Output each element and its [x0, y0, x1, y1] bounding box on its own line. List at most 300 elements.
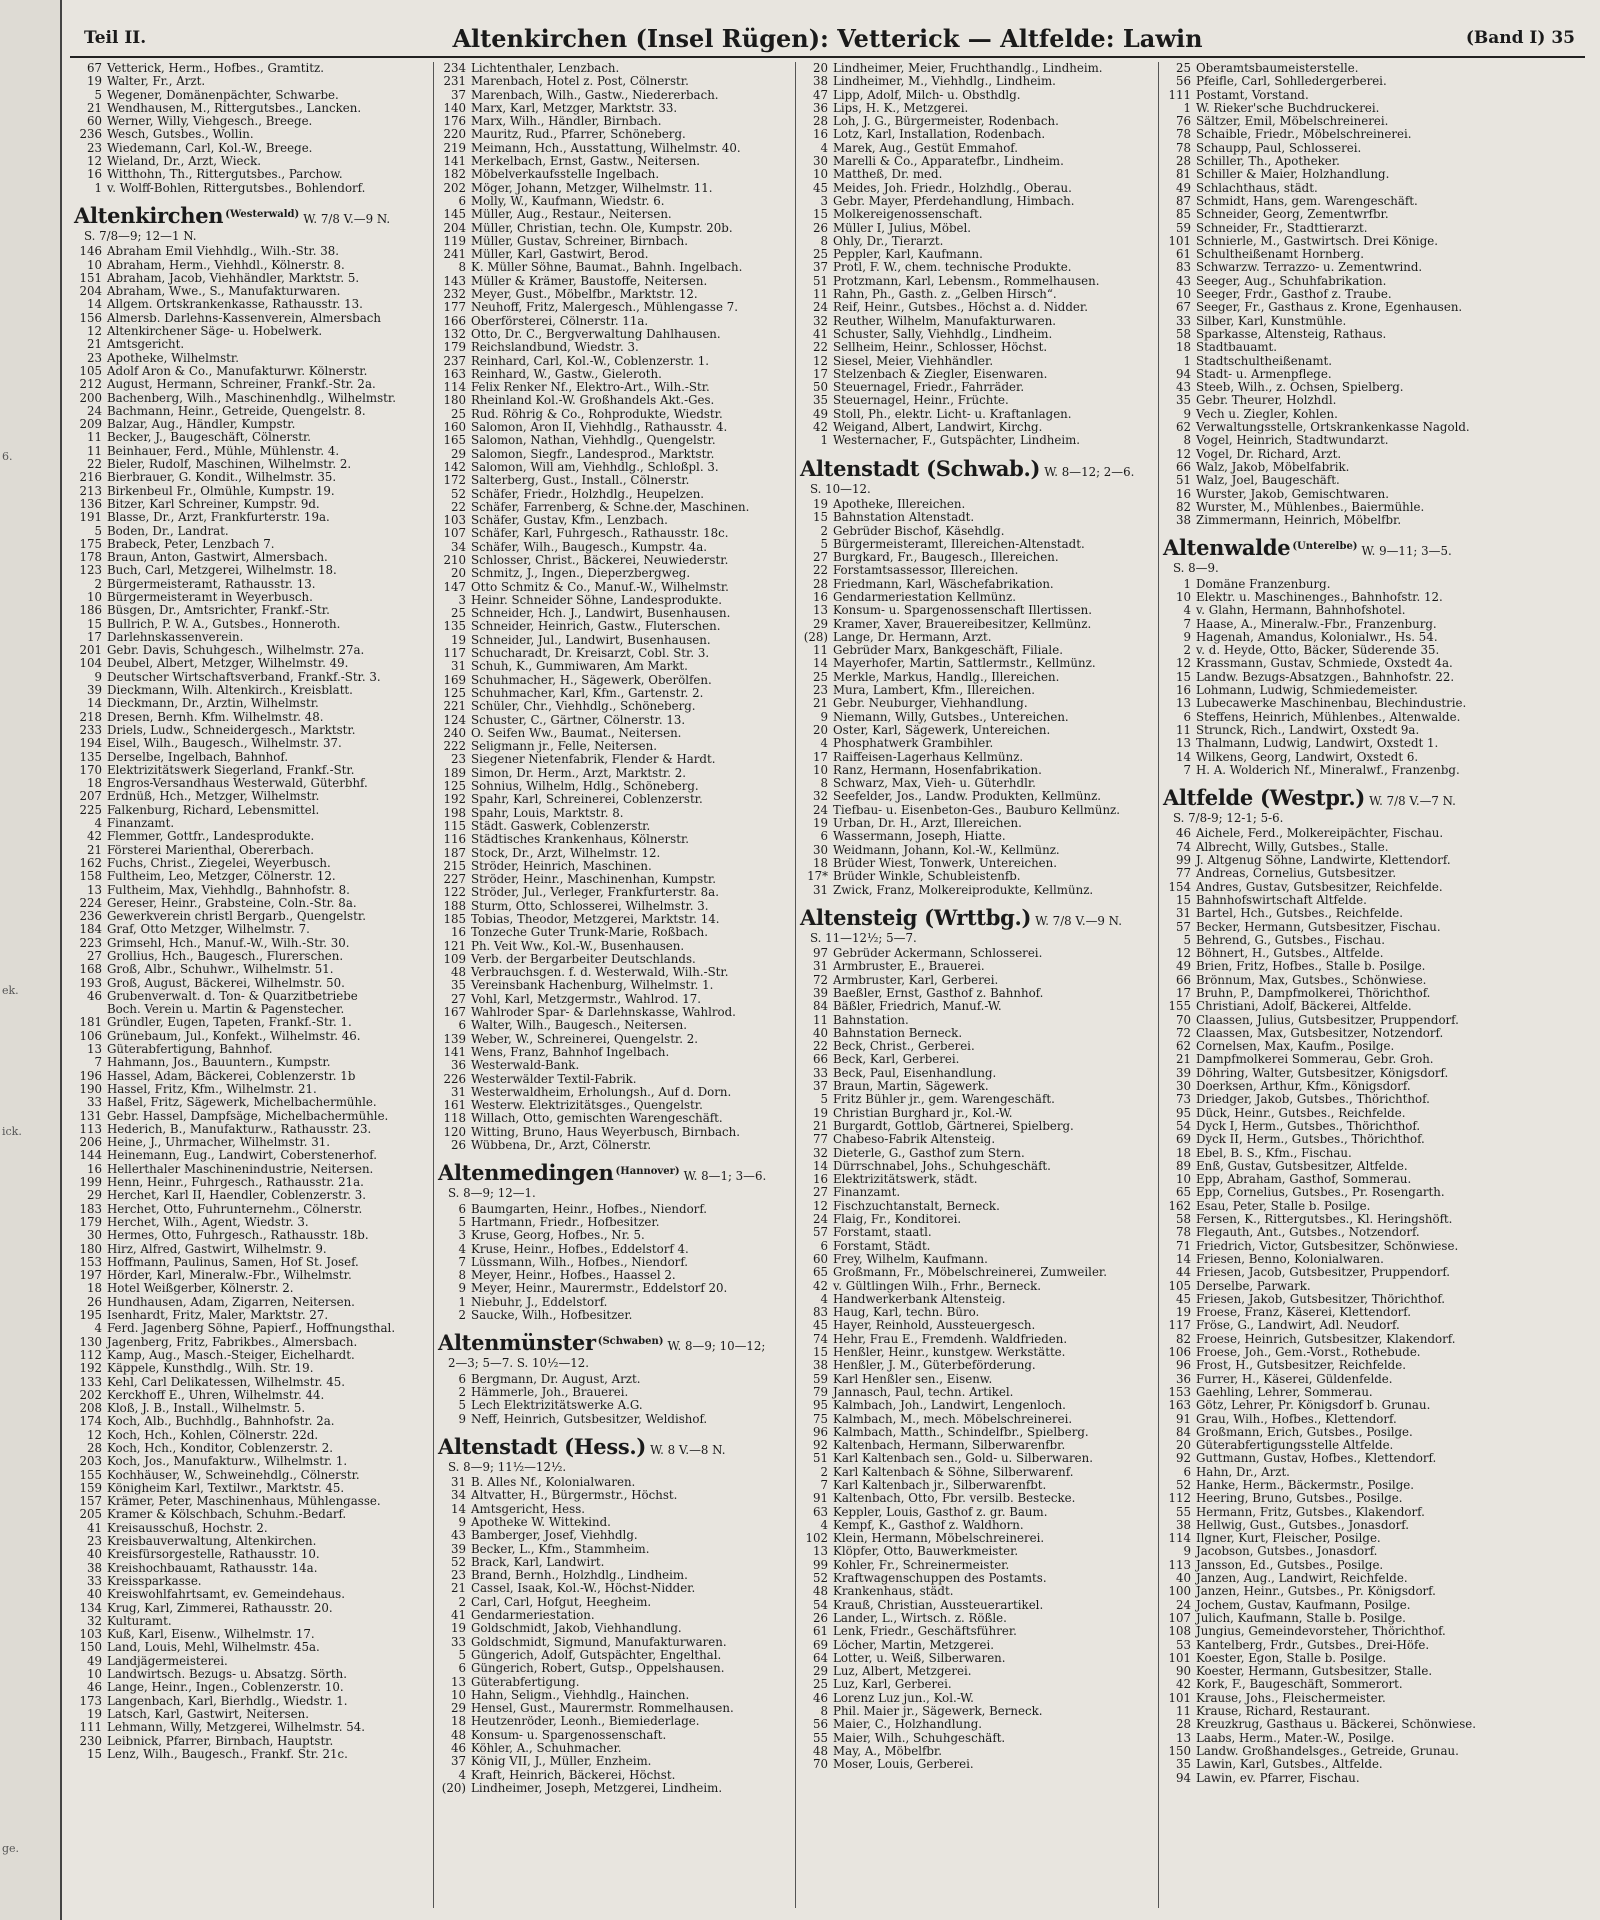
phone-number: 122 — [443, 886, 466, 900]
entry-text: Elektrizitätswerk, städt. — [833, 1173, 978, 1187]
entry-text: Sellheim, Heinr., Schlosser, Höchst. — [833, 341, 1048, 355]
phone-number: 12 — [86, 325, 102, 339]
entry-text: Groß, August, Bäckerei, Wilhelmstr. 50. — [107, 976, 345, 990]
directory-entry — [74, 950, 425, 963]
phone-number: 13 — [1175, 737, 1191, 751]
entry-text: Allgem. Ortskrankenkasse, Rathausstr. 13. — [107, 298, 363, 312]
directory-entry — [438, 1782, 788, 1795]
phone-number: 136 — [79, 497, 102, 511]
entry-text: Becker, L., Kfm., Stammheim. — [471, 1542, 650, 1556]
section-office-hours-sunday: S. 7/8-9; 12-1; 5-6. — [1173, 811, 1284, 826]
entry-text: Lenk, Friedr., Geschäftsführer. — [833, 1625, 1017, 1639]
entry-text: Kantelberg, Frdr., Gutsbes., Drei-Höfe. — [1196, 1638, 1430, 1652]
directory-entry — [438, 1596, 788, 1609]
phone-number: 79 — [812, 1385, 828, 1399]
phone-number: 21 — [86, 843, 102, 857]
directory-entry — [1163, 1147, 1585, 1160]
entry-text: Landw. Bezugs-Absatzgen., Bahnhofstr. 22. — [1196, 670, 1455, 684]
phone-number: 9 — [1183, 1545, 1191, 1559]
entry-text: Reinhard, W., Gastw., Gieleroth. — [471, 367, 662, 381]
page-title: Altenkirchen (Insel Rügen): Vetterick — Altfelde: Lawin — [452, 24, 1203, 53]
entry-text: Kulturamt. — [107, 1614, 172, 1628]
directory-entry — [438, 142, 788, 155]
directory-entry — [438, 607, 788, 620]
entry-text: Baumgarten, Heinr., Hofbes., Niendorf. — [471, 1202, 708, 1216]
entry-text: Kork, F., Baugeschäft, Sommerort. — [1196, 1678, 1403, 1692]
phone-number: 111 — [1168, 88, 1191, 102]
directory-entry — [74, 1721, 425, 1734]
entry-text: Apotheke, Illereichen. — [833, 497, 966, 511]
phone-number: 35 — [1175, 394, 1191, 408]
directory-entry — [438, 75, 788, 88]
phone-number: 10 — [1175, 288, 1191, 302]
directory-entry — [74, 977, 425, 990]
directory-entry — [438, 674, 788, 687]
entry-text: Bäßler, Friedrich, Manuf.-W. — [833, 1000, 1002, 1014]
directory-entry — [1163, 1678, 1585, 1691]
phone-number: 16 — [86, 168, 102, 182]
directory-entry — [74, 724, 425, 737]
directory-entry — [438, 1216, 788, 1229]
entry-text: Wegener, Domänenpächter, Schwarbe. — [107, 88, 339, 102]
directory-entry — [1163, 1399, 1585, 1412]
entry-text: Chabeso-Fabrik Altensteig. — [833, 1133, 996, 1147]
directory-entry — [74, 830, 425, 843]
phone-number: 11 — [812, 288, 828, 302]
directory-entry — [74, 844, 425, 857]
phone-number: 135 — [79, 750, 102, 764]
phone-number: 32 — [812, 790, 828, 804]
phone-number: 83 — [1175, 261, 1191, 275]
phone-number: 201 — [79, 644, 102, 658]
directory-entry — [438, 1622, 788, 1635]
directory-entry — [438, 248, 788, 261]
entry-text: Siesel, Meier, Viehhändler. — [833, 354, 994, 368]
directory-entry — [438, 1046, 788, 1059]
directory-entry — [800, 288, 1150, 301]
entry-text: Kaltenbach, Otto, Fbr. versilb. Bestecke. — [833, 1492, 1076, 1506]
entry-text: Verwaltungsstelle, Ortskrankenkasse Nagold. — [1196, 421, 1470, 435]
directory-entry — [74, 102, 425, 115]
directory-entry — [74, 511, 425, 524]
entry-text: Friedrich, Victor, Gutsbesitzer, Schönwiese. — [1196, 1239, 1459, 1253]
entry-text: Müller & Krämer, Baustoffe, Neitersen. — [471, 274, 708, 288]
entry-text: Kalmbach, Joh., Landwirt, Lengenloch. — [833, 1399, 1066, 1413]
entry-text: Brack, Karl, Landwirt. — [471, 1555, 605, 1569]
phone-number: 48 — [812, 1744, 828, 1758]
phone-number: 82 — [1175, 500, 1191, 514]
directory-entry — [1163, 894, 1585, 907]
section-heading — [1163, 535, 1585, 560]
directory-entry — [438, 594, 788, 607]
phone-number: 92 — [812, 1439, 828, 1453]
directory-entry — [1163, 434, 1585, 447]
phone-number: 96 — [812, 1425, 828, 1439]
phone-number: 16 — [1175, 487, 1191, 501]
directory-entry — [1163, 75, 1585, 88]
entry-text: Karl Kaltenbach jr., Silberwarenfbt. — [833, 1478, 1047, 1492]
entry-text: Brüder Wiest, Tonwerk, Untereichen. — [833, 856, 1058, 870]
phone-number: 8 — [458, 261, 466, 275]
entry-text: Meides, Joh. Friedr., Holzhdlg., Oberau. — [833, 181, 1072, 195]
entry-text: Westerw. Elektrizitätsges., Quengelstr. — [471, 1099, 703, 1113]
entry-text: Koester, Hermann, Gutsbesitzer, Stalle. — [1196, 1665, 1433, 1679]
entry-text: Krassmann, Gustav, Schmiede, Oxstedt 4a. — [1196, 657, 1453, 671]
directory-entry — [1163, 1506, 1585, 1519]
phone-number: 12 — [86, 1428, 102, 1442]
phone-number: 64 — [812, 1651, 828, 1665]
entry-text: Molly, W., Kaufmann, Wiedstr. 6. — [471, 194, 665, 208]
entry-text: Hayer, Reinhold, Aussteuergesch. — [833, 1319, 1036, 1333]
entry-text: Westernacher, F., Gutspächter, Lindheim. — [833, 434, 1081, 448]
directory-entry — [800, 724, 1150, 737]
phone-number: 176 — [443, 115, 466, 129]
directory-entry — [1163, 222, 1585, 235]
adjacent-page-edge — [0, 0, 62, 1920]
phone-number: 33 — [450, 1635, 466, 1649]
directory-entry — [74, 365, 425, 378]
phone-number: 89 — [1175, 1159, 1191, 1173]
phone-number: 17* — [807, 870, 828, 884]
phone-number: 223 — [79, 936, 102, 950]
phone-number: 19 — [450, 1622, 466, 1636]
phone-number: 21 — [812, 697, 828, 711]
phone-number: 25 — [812, 1678, 828, 1692]
entry-text: Lipp, Adolf, Milch- u. Obsthdlg. — [833, 88, 1021, 102]
directory-entry — [74, 142, 425, 155]
phone-number: 10 — [1175, 590, 1191, 604]
entry-text: Frey, Wilhelm, Kaufmann. — [833, 1252, 988, 1266]
phone-number: 4 — [94, 1322, 102, 1336]
phone-number: 23 — [450, 753, 466, 767]
entry-text: Käppele, Kunsthdlg., Wilh. Str. 19. — [107, 1362, 314, 1376]
phone-number: 25 — [812, 670, 828, 684]
entry-text: Birkenbeul Fr., Ölmühle, Kumpstr. 19. — [107, 484, 335, 498]
entry-text: Walz, Jakob, Möbelfabrik. — [1196, 460, 1350, 474]
phone-number: 25 — [812, 248, 828, 262]
entry-text: Lehmann, Willy, Metzgerei, Wilhelmstr. 54. — [107, 1721, 366, 1735]
directory-entry — [438, 315, 788, 328]
phone-number: 3 — [458, 593, 466, 607]
directory-entry — [1163, 394, 1585, 407]
directory-entry — [1163, 1200, 1585, 1213]
directory-entry — [1163, 208, 1585, 221]
directory-entry — [74, 1455, 425, 1468]
phone-number: 1 — [94, 181, 102, 195]
directory-entry — [74, 1362, 425, 1375]
directory-entry — [74, 1003, 425, 1016]
directory-entry — [74, 910, 425, 923]
entry-text: Gewerkverein christl Bergarb., Quengelstr. — [107, 910, 366, 924]
directory-entry — [74, 1136, 425, 1149]
directory-entry — [1163, 1120, 1585, 1133]
entry-text: Kerckhoff E., Uhren, Wilhelmstr. 44. — [107, 1388, 325, 1402]
phone-number: 205 — [79, 1508, 102, 1522]
directory-entry — [74, 1628, 425, 1641]
directory-page — [70, 18, 1585, 1908]
directory-entry — [800, 1266, 1150, 1279]
entry-text: Beck, Paul, Eisenhandlung. — [833, 1066, 997, 1080]
entry-text: Tobias, Theodor, Metzgerei, Marktstr. 14. — [471, 913, 720, 926]
directory-entry — [74, 657, 425, 670]
entry-text: Müller I, Julius, Möbel. — [833, 221, 972, 235]
phone-number: 163 — [443, 367, 466, 381]
entry-text: Mura, Lambert, Kfm., Illereichen. — [833, 684, 1036, 698]
phone-number: 130 — [79, 1335, 102, 1349]
directory-entry — [74, 1562, 425, 1575]
phone-number: 159 — [79, 1481, 102, 1495]
phone-number: 177 — [443, 301, 466, 315]
directory-entry — [74, 777, 425, 790]
directory-entry — [74, 1336, 425, 1349]
entry-text: Latsch, Karl, Gastwirt, Neitersen. — [107, 1707, 309, 1721]
entry-text: Andres, Gustav, Gutsbesitzer, Reichfelde. — [1196, 880, 1443, 894]
phone-number: 24 — [1175, 1598, 1191, 1612]
entry-text: Bieler, Rudolf, Maschinen, Wilhelmstr. 2. — [107, 458, 352, 472]
directory-entry — [1163, 1346, 1585, 1359]
phone-number: 215 — [443, 859, 466, 873]
phone-number: 59 — [1175, 221, 1191, 235]
phone-number: (20) — [441, 1781, 466, 1795]
phone-number: 78 — [1175, 1226, 1191, 1240]
entry-text: Lange, Heinr., Ingen., Coblenzerstr. 10. — [107, 1681, 344, 1695]
directory-entry — [74, 298, 425, 311]
phone-number: 114 — [443, 381, 466, 395]
entry-text: Schuhmacher, H., Sägewerk, Oberölfen. — [471, 673, 712, 687]
entry-text: Haug, Karl, techn. Büro. — [833, 1306, 980, 1320]
directory-entry — [438, 567, 788, 580]
phone-number: 18 — [86, 1282, 102, 1296]
directory-entry — [800, 275, 1150, 288]
entry-text: Schlosser, Christ., Bäckerei, Neuwiederstr. — [471, 553, 729, 567]
directory-entry — [438, 62, 788, 75]
phone-number: 29 — [450, 1702, 466, 1716]
entry-text: Finanzamt. — [107, 817, 175, 831]
directory-entry — [74, 62, 425, 75]
directory-entry — [1163, 1280, 1585, 1293]
directory-entry — [1163, 1665, 1585, 1678]
phone-number: 25 — [1175, 62, 1191, 75]
entry-text: Julich, Kaufmann, Stalle b. Posilge. — [1196, 1611, 1406, 1625]
directory-entry — [438, 1399, 788, 1412]
directory-entry — [1163, 1333, 1585, 1346]
entry-text: Schuster, Sally, Viehhdlg., Lindheim. — [833, 327, 1053, 341]
directory-entry — [74, 897, 425, 910]
entry-text: Krämer, Peter, Maschinenhaus, Mühlengasse. — [107, 1495, 381, 1509]
entry-text: Ranz, Hermann, Hosenfabrikation. — [833, 763, 1042, 777]
entry-text: Müller, Gustav, Schreiner, Birnbach. — [471, 234, 688, 248]
phone-number: 8 — [458, 1269, 466, 1283]
phone-number: 115 — [443, 819, 466, 833]
directory-entry — [800, 89, 1150, 102]
entry-text: v. Gültlingen Wilh., Frhr., Berneck. — [833, 1279, 1042, 1293]
entry-text: Wübbena, Dr., Arzt, Cölnerstr. — [471, 1139, 652, 1153]
phone-number: 37 — [812, 261, 828, 275]
entry-text: Schaupp, Paul, Schlosserei. — [1196, 141, 1362, 155]
directory-entry — [800, 128, 1150, 141]
phone-number: 8 — [1183, 434, 1191, 448]
entry-text: Phil. Maier jr., Sägewerk, Berneck. — [833, 1705, 1043, 1719]
entry-text: Krug, Karl, Zimmerei, Rathausstr. 20. — [107, 1601, 333, 1615]
directory-entry — [74, 155, 425, 168]
phone-number: 236 — [79, 910, 102, 924]
directory-entry — [800, 195, 1150, 208]
entry-text: Hotel Weißgerber, Kölnerstr. 2. — [107, 1282, 294, 1296]
phone-number: 168 — [79, 963, 102, 977]
directory-entry — [800, 551, 1150, 564]
directory-entry — [800, 1240, 1150, 1253]
directory-entry — [800, 1705, 1150, 1718]
entry-text: Kalmbach, M., mech. Möbelschreinerei. — [833, 1412, 1073, 1426]
phone-number: 26 — [812, 221, 828, 235]
directory-entry — [800, 142, 1150, 155]
entry-text: Schuster, C., Gärtner, Cölnerstr. 13. — [471, 713, 686, 727]
entry-text: Salomon, Nathan, Viehhdlg., Quengelstr. — [471, 434, 716, 448]
phone-number: 153 — [79, 1255, 102, 1269]
entry-text: Döhring, Walter, Gutsbesitzer, Königsdorf. — [1196, 1066, 1449, 1080]
phone-number: 179 — [79, 1215, 102, 1229]
directory-entry — [438, 913, 788, 926]
phone-number: 10 — [86, 590, 102, 604]
entry-text: Flemmer, Gottfr., Landesprodukte. — [107, 830, 315, 844]
entry-text: Friedmann, Karl, Wäschefabrikation. — [833, 577, 1054, 591]
directory-entry — [1163, 1253, 1585, 1266]
phone-number: 190 — [79, 1082, 102, 1096]
directory-entry — [438, 979, 788, 992]
entry-text: Salomon, Aron II, Viehhdlg., Rathausstr. 4. — [471, 421, 728, 435]
directory-entry — [74, 684, 425, 697]
directory-entry — [1163, 408, 1585, 421]
directory-entry — [800, 751, 1150, 764]
entry-text: Kohler, Fr., Schreinermeister. — [833, 1558, 1010, 1572]
section-office-hours-sunday: S. 10—12. — [810, 481, 871, 496]
entry-text: Hanke, Herm., Bäckermstr., Posilge. — [1196, 1478, 1414, 1492]
phone-number: 13 — [812, 604, 828, 618]
entry-text: Bahnstation Berneck. — [833, 1026, 963, 1040]
entry-text: Janzen, Heinr., Gutsbes., Pr. Königsdorf. — [1196, 1585, 1436, 1599]
phone-number: 13 — [86, 1043, 102, 1057]
directory-entry — [800, 62, 1150, 75]
directory-entry — [1163, 89, 1585, 102]
entry-text: Froese, Heinrich, Gutsbesitzer, Klakendorf. — [1196, 1332, 1456, 1346]
entry-text: Molkereigenossenschaft. — [833, 208, 983, 222]
directory-entry — [1163, 1107, 1585, 1120]
entry-text: Schucharadt, Dr. Kreisarzt, Cobl. Str. 3. — [471, 647, 710, 661]
entry-text: Jungius, Gemeindevorsteher, Thörichthof. — [1196, 1625, 1446, 1639]
phone-number: 32 — [86, 1614, 102, 1628]
entry-text: Blasse, Dr., Arzt, Frankfurterstr. 19a. — [107, 511, 330, 525]
entry-text: Schäfer, Wilh., Baugesch., Kumpstr. 4a. — [471, 540, 707, 554]
directory-entry — [1163, 368, 1585, 381]
entry-text: Ströder, Jul., Verleger, Frankfurterstr. 8a. — [471, 886, 719, 900]
phone-number: 121 — [443, 939, 466, 953]
phone-number: 14 — [450, 1502, 466, 1516]
phone-number: 15 — [86, 617, 102, 631]
phone-number: 24 — [812, 803, 828, 817]
entry-text: Heinr. Schneider Söhne, Landesprodukte. — [471, 593, 723, 607]
phone-number: 28 — [86, 1441, 102, 1455]
phone-number: 165 — [443, 434, 466, 448]
phone-number: 1 — [458, 1295, 466, 1309]
entry-text: Grubenverwalt. d. Ton- & Quarzitbetriebe — [107, 989, 358, 1003]
directory-entry — [1163, 421, 1585, 434]
phone-number: 95 — [1175, 1106, 1191, 1120]
phone-number: 154 — [1168, 880, 1191, 894]
directory-entry — [1163, 1040, 1585, 1053]
entry-text: Salomon, Will am, Viehhdlg., Schloßpl. 3. — [471, 460, 719, 474]
phone-number: 195 — [79, 1309, 102, 1323]
directory-entry — [800, 1253, 1150, 1266]
phone-number: 9 — [458, 1515, 466, 1529]
phone-number: 37 — [450, 1755, 466, 1769]
entry-text: Protl, F. W., chem. technische Produkte. — [833, 261, 1072, 275]
phone-number: 161 — [443, 1099, 466, 1113]
phone-number: 46 — [86, 1681, 102, 1695]
entry-text: Gebr. Mayer, Pferdehandlung, Himbach. — [833, 194, 1075, 208]
entry-text: Felix Renker Nf., Elektro-Art., Wilh.-Str. — [471, 381, 710, 395]
entry-text: Dyck II, Herm., Gutsbes., Thörichthof. — [1196, 1133, 1425, 1147]
directory-entry — [1163, 1413, 1585, 1426]
phone-number: 237 — [443, 354, 466, 368]
phone-number: 7 — [820, 1478, 828, 1492]
entry-text: Forstamtsassessor, Illereichen. — [833, 564, 1019, 578]
phone-number: 191 — [79, 511, 102, 525]
directory-entry — [1163, 1067, 1585, 1080]
phone-number: 181 — [79, 1016, 102, 1030]
entry-text: Schäfer, Karl, Fuhrgesch., Rathausstr. 18c. — [471, 527, 729, 541]
directory-entry — [74, 1615, 425, 1628]
phone-number: 182 — [443, 168, 466, 182]
entry-text: Oberförsterei, Cölnerstr. 11a. — [471, 314, 649, 328]
directory-entry — [800, 301, 1150, 314]
entry-text: Moser, Louis, Gerberei. — [833, 1758, 974, 1772]
entry-text: Kehl, Carl Delikatessen, Wilhelmstr. 45. — [107, 1375, 346, 1389]
entry-text: Bachmann, Heinr., Getreide, Quengelstr. 8. — [107, 404, 366, 418]
phone-number: 155 — [79, 1468, 102, 1482]
directory-entry — [800, 1014, 1150, 1027]
entry-text: Karl Kaltenbach & Söhne, Silberwarenf. — [833, 1465, 1074, 1479]
entry-text: Abraham, Herm., Viehhdl., Kölnerstr. 8. — [107, 258, 345, 272]
section-town-name: Altenstadt (Hess.) — [438, 1433, 647, 1459]
phone-number: 5 — [458, 1399, 466, 1413]
column-1 — [70, 62, 425, 1908]
directory-entry — [438, 1243, 788, 1256]
phone-number: 49 — [812, 407, 828, 421]
phone-number: 6 — [458, 1202, 466, 1216]
phone-number: 42 — [812, 1279, 828, 1293]
entry-text: Bürgermeisteramt in Weyerbusch. — [107, 590, 313, 604]
entry-text: Darlehnskassenverein. — [107, 630, 244, 644]
phone-number: 16 — [86, 1162, 102, 1176]
phone-number: 22 — [450, 500, 466, 514]
directory-entry — [438, 714, 788, 727]
phone-number: 22 — [812, 1040, 828, 1054]
directory-entry — [1163, 1266, 1585, 1279]
directory-entry — [74, 458, 425, 471]
phone-number: 94 — [1175, 1771, 1191, 1785]
phone-number: 52 — [812, 1572, 828, 1586]
entry-text: Cornelsen, Max, Kaufm., Posilge. — [1196, 1040, 1395, 1054]
phone-number: 70 — [812, 1758, 828, 1772]
directory-entry — [1163, 684, 1585, 697]
phone-number: 90 — [1175, 1665, 1191, 1679]
directory-entry — [438, 1543, 788, 1556]
directory-entry — [74, 1070, 425, 1083]
entry-text: Ströder, Heinr., Maschinenhan, Kumpstr. — [471, 873, 716, 887]
directory-entry — [800, 511, 1150, 524]
phone-number: 113 — [79, 1122, 102, 1136]
directory-entry — [438, 394, 788, 407]
